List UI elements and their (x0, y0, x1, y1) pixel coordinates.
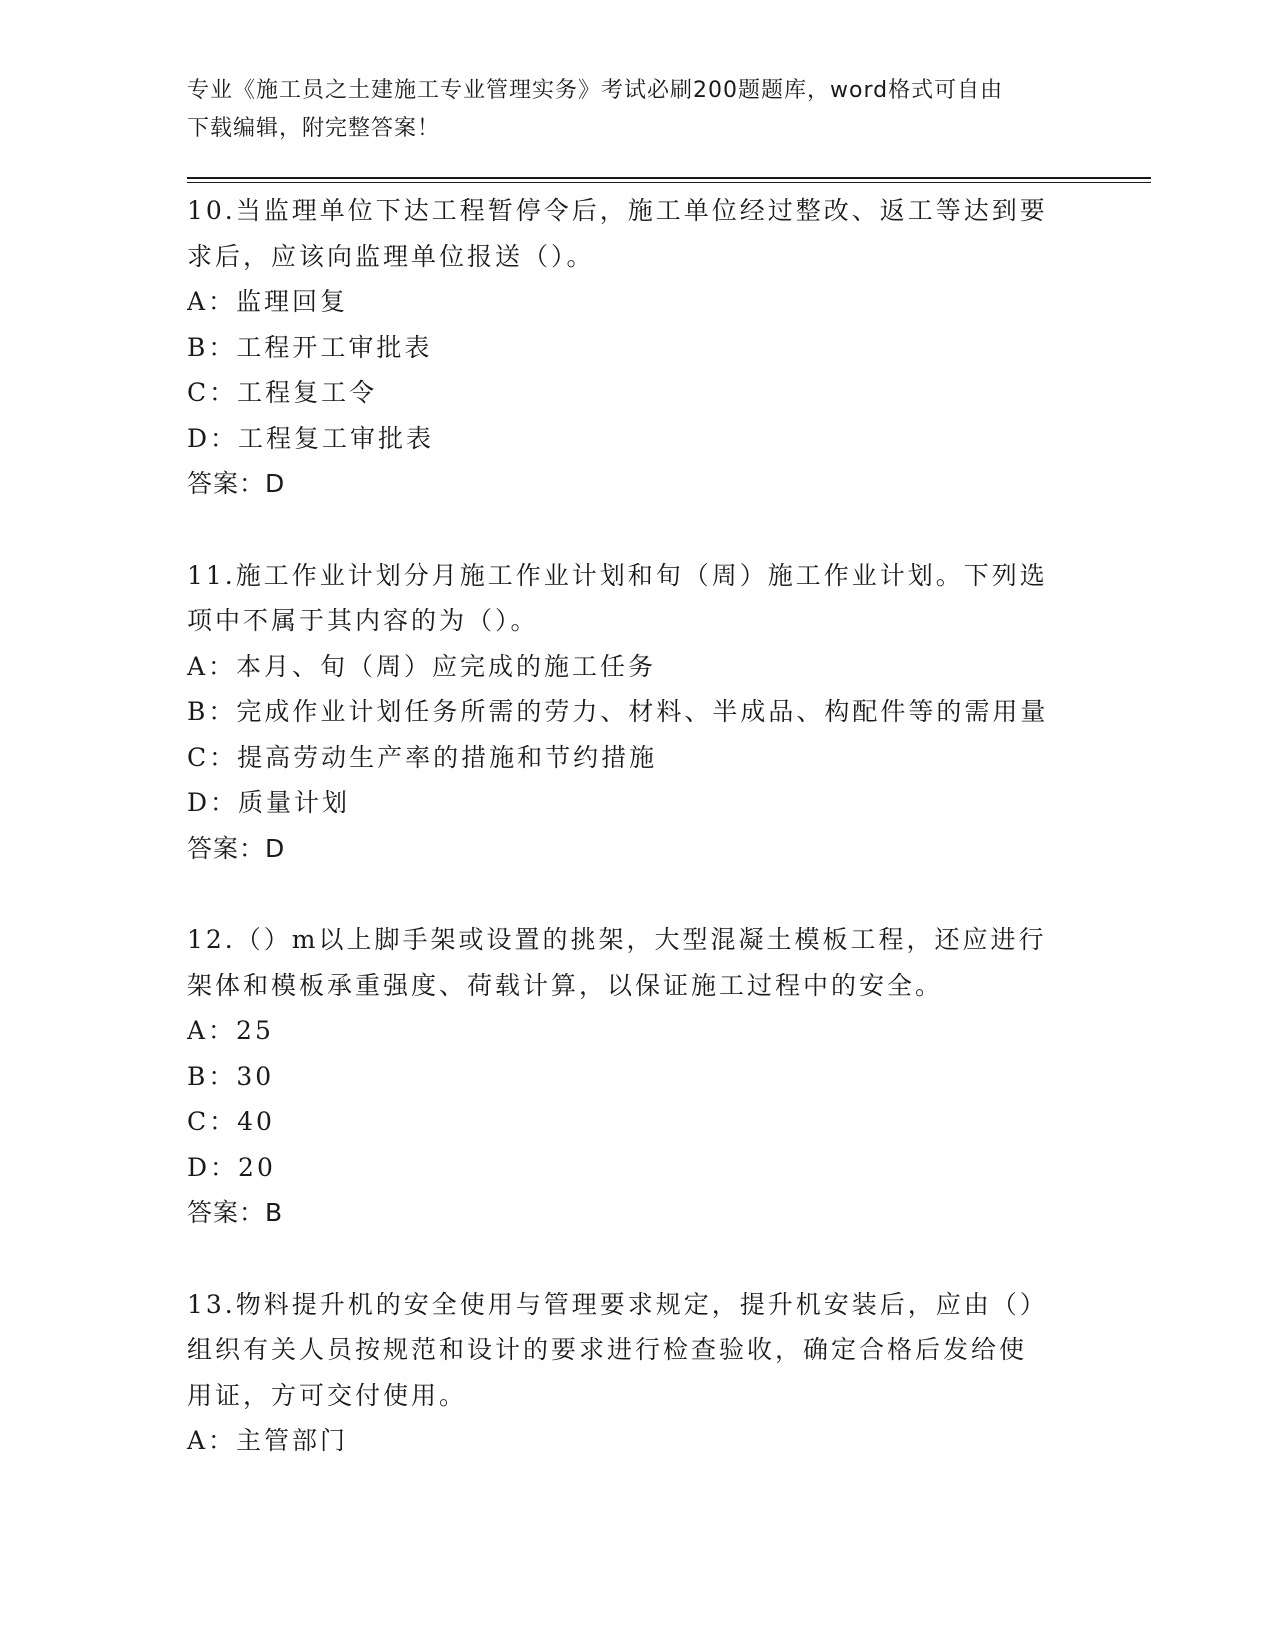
option-a: A：监理回复 (187, 287, 349, 316)
option-d: D：20 (187, 1152, 276, 1182)
question-stem-line: 11.施工作业计划分月施工作业计划和旬（周）施工作业计划。下列选 (187, 560, 1048, 590)
question-stem-line: 10.当监理单位下达工程暂停令后，施工单位经过整改、返工等达到要 (187, 196, 1048, 225)
question-stem-line: 求后，应该向监理单位报送（）。 (187, 241, 595, 271)
question-11 (187, 553, 1087, 872)
header-line-1: 专业《施工员之土建施工专业管理实务》考试必刷200题题库，word格式可自由 (187, 78, 1004, 103)
question-list (187, 188, 1087, 1510)
answer-line: 答案：D (187, 833, 286, 863)
option-c: C：提高劳动生产率的措施和节约措施 (187, 742, 658, 772)
option-b: B：30 (187, 1061, 275, 1091)
question-13 (187, 1282, 1087, 1464)
option-a: A：主管部门 (187, 1426, 349, 1455)
answer-line: 答案：D (187, 469, 286, 498)
option-b: B：完成作业计划任务所需的劳力、材料、半成品、构配件等的需用量 (187, 697, 1049, 726)
option-b: B：工程开工审批表 (187, 332, 433, 362)
question-stem-line: 13.物料提升机的安全使用与管理要求规定，提升机安装后，应由（） (187, 1289, 1048, 1319)
option-c: C：工程复工令 (187, 378, 378, 407)
option-d: D：质量计划 (187, 788, 351, 817)
answer-line: 答案：B (187, 1198, 284, 1227)
question-stem-line: 用证，方可交付使用。 (187, 1380, 468, 1410)
question-10 (187, 188, 1087, 507)
option-a: A：本月、旬（周）应完成的施工任务 (187, 651, 657, 681)
question-stem-line: 项中不属于其内容的为（）。 (187, 606, 539, 635)
option-d: D：工程复工审批表 (187, 423, 435, 453)
option-a: A：25 (187, 1016, 274, 1045)
header-divider-thin (187, 182, 1151, 183)
header-line-2: 下载编辑，附完整答案！ (187, 116, 441, 141)
question-stem-line: 12.（）m以上脚手架或设置的挑架，大型混凝土模板工程，还应进行 (187, 925, 1047, 954)
question-12 (187, 917, 1087, 1236)
header-divider-thick (187, 177, 1151, 179)
document-header (187, 72, 1067, 148)
option-c: C：40 (187, 1107, 275, 1136)
question-stem-line: 架体和模板承重强度、荷载计算，以保证施工过程中的安全。 (187, 970, 944, 1000)
question-stem-line: 组织有关人员按规范和设计的要求进行检查验收，确定合格后发给使 (187, 1335, 1028, 1364)
